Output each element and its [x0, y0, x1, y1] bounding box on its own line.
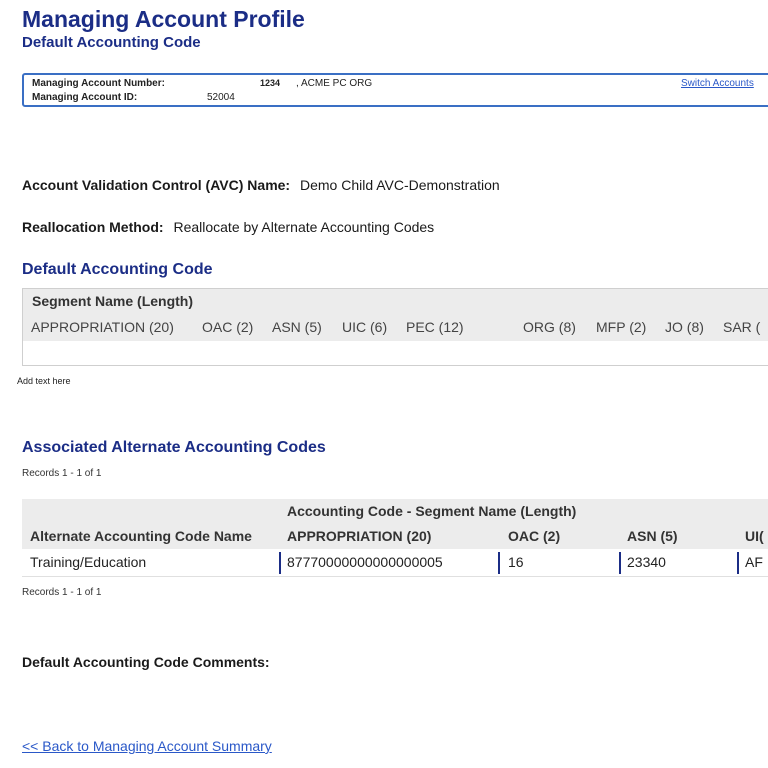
cell-oac: 16: [508, 554, 524, 570]
segment-item: OAC (2): [202, 319, 254, 335]
cell-divider: [737, 552, 739, 574]
page-subtitle: Default Accounting Code: [22, 34, 201, 51]
cell-divider: [498, 552, 500, 574]
group-header: Accounting Code - Segment Name (Length): [287, 503, 577, 519]
records-count-top: Records 1 - 1 of 1: [22, 468, 102, 479]
switch-accounts-link[interactable]: Switch Accounts: [681, 78, 754, 89]
account-number-value: 1234: [260, 78, 281, 88]
alternate-codes-title: Associated Alternate Accounting Codes: [22, 439, 326, 456]
cell-asn: 23340: [627, 554, 666, 570]
segment-item: JO (8): [665, 319, 704, 335]
comments-label: [22, 654, 270, 670]
avc-label: Account Validation Control (AVC) Name:: [22, 177, 291, 193]
add-text-note: Add text here: [17, 376, 71, 386]
account-number-label: Managing Account Number:: [32, 78, 165, 89]
cell-divider: [619, 552, 621, 574]
account-id-label: Managing Account ID:: [32, 92, 138, 103]
records-count-bottom: Records 1 - 1 of 1: [22, 587, 102, 598]
segment-item: UIC (6): [342, 319, 388, 335]
cell-uic: AF: [745, 554, 763, 570]
account-info-box: [22, 73, 768, 107]
segment-item: APPROPRIATION (20): [31, 319, 174, 335]
account-org-name: , ACME PC ORG: [296, 78, 373, 89]
segment-item: PEC (12): [406, 319, 464, 335]
alternate-codes-table: [22, 499, 768, 578]
account-id-value: 52004: [207, 92, 235, 103]
cell-divider: [279, 552, 281, 574]
segment-item: SAR (: [723, 319, 761, 335]
cell-name: Training/Education: [30, 554, 147, 570]
comments-label-text: Default Accounting Code Comments:: [22, 654, 270, 670]
default-code-title: Default Accounting Code: [22, 261, 213, 278]
col-header-appropriation: APPROPRIATION (20): [287, 528, 432, 544]
col-header-asn: ASN (5): [627, 528, 678, 544]
segment-item: ORG (8): [523, 319, 576, 335]
segment-item: ASN (5): [272, 319, 322, 335]
page-title: Managing Account Profile: [22, 6, 305, 32]
col-header-uic: UI(: [745, 528, 764, 544]
avc-value: Demo Child AVC-Demonstration: [299, 177, 500, 193]
cell-appropriation: 87770000000000000005: [287, 554, 443, 570]
avc-row: [22, 177, 500, 193]
segment-item: MFP (2): [596, 319, 647, 335]
col-header-name: Alternate Accounting Code Name: [30, 528, 252, 544]
reallocation-row: [22, 219, 434, 235]
reallocation-label: Reallocation Method:: [22, 219, 164, 235]
reallocation-value: Reallocate by Alternate Accounting Codes: [173, 219, 435, 235]
back-to-summary-link[interactable]: << Back to Managing Account Summary: [22, 738, 272, 754]
col-header-oac: OAC (2): [508, 528, 561, 544]
segment-header: Segment Name (Length): [32, 293, 194, 309]
segment-table: [22, 288, 768, 366]
